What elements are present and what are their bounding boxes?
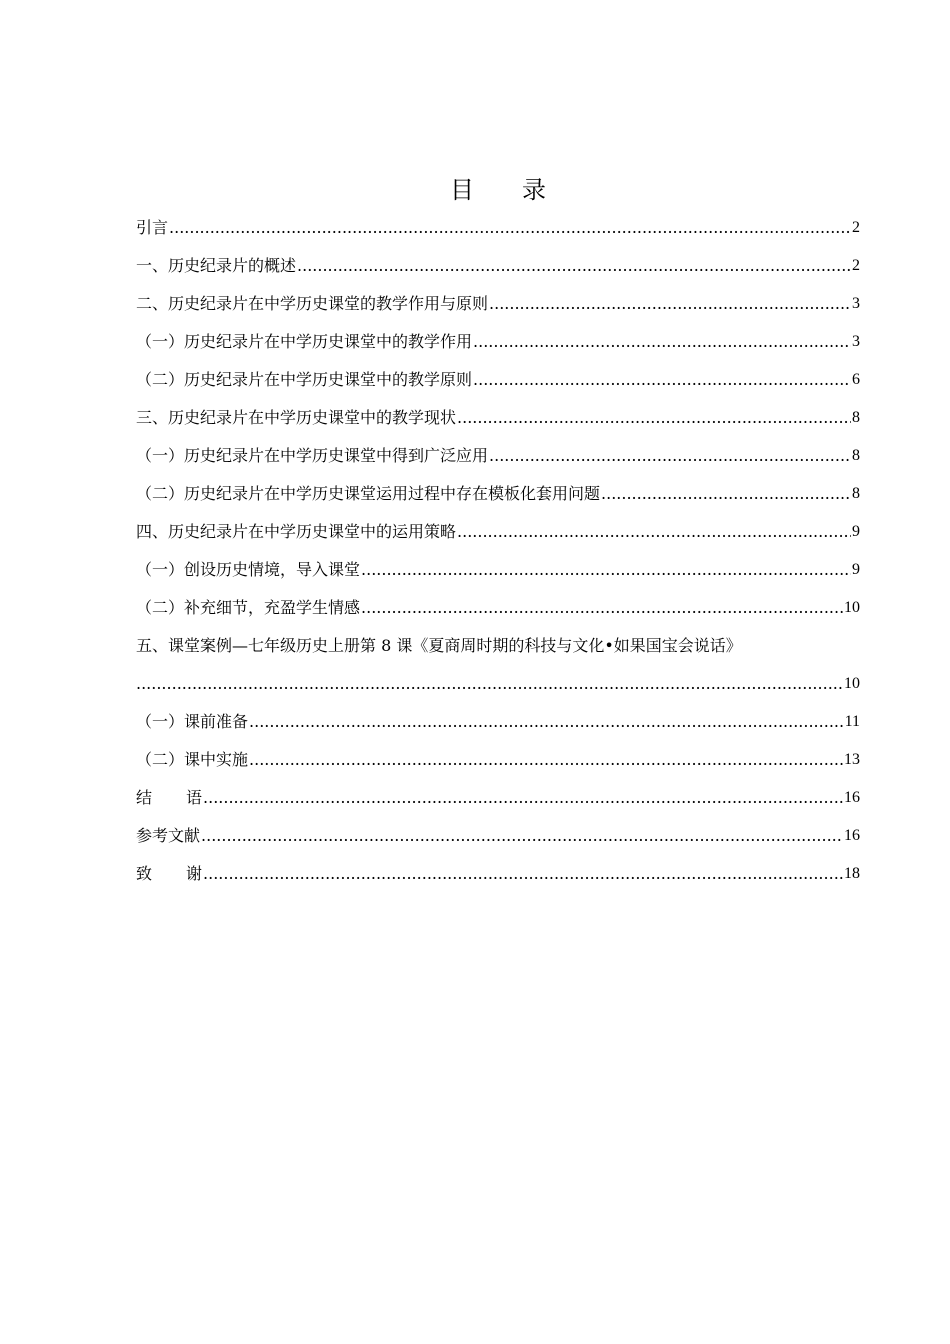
- toc-entry-label: （二）历史纪录片在中学历史课堂中的教学原则: [136, 370, 473, 389]
- toc-entry-continuation[interactable]: [136, 665, 860, 703]
- toc-entry[interactable]: [136, 209, 860, 247]
- toc-entry-page: 10: [844, 599, 860, 616]
- toc-entry-label: [136, 779, 202, 817]
- toc-entry-page: 2: [852, 219, 860, 236]
- toc-entry-page: 16: [844, 827, 860, 844]
- toc-entry-page: 9: [852, 561, 860, 578]
- toc-entry-label: （一）创设历史情境，导入课堂: [136, 560, 361, 579]
- toc-entry-page: 8: [852, 447, 860, 464]
- toc-entry[interactable]: [136, 741, 860, 779]
- leader-dots: [489, 437, 851, 475]
- toc-entry-page: 13: [844, 751, 860, 768]
- toc-entry-page: 8: [852, 409, 860, 426]
- leader-dots: [473, 361, 851, 399]
- toc-entry[interactable]: [136, 551, 860, 589]
- toc-entry[interactable]: [136, 285, 860, 323]
- leader-dots: [473, 323, 851, 361]
- leader-dots: [203, 855, 843, 893]
- toc-entry-page: 18: [844, 865, 860, 882]
- toc-entry-label-part: 谢: [186, 864, 203, 883]
- toc-entry-label: [136, 855, 202, 893]
- toc-entry-label-part: 语: [186, 788, 203, 807]
- toc-entry[interactable]: [136, 589, 860, 627]
- toc-entry[interactable]: [136, 513, 860, 551]
- toc-entry-page: 3: [852, 333, 860, 350]
- toc-entry[interactable]: [136, 323, 860, 361]
- toc-entry-label: 参考文献: [136, 826, 201, 845]
- toc-entry-page: 10: [844, 675, 860, 692]
- leader-dots: [201, 817, 843, 855]
- toc-entry-label: 一、历史纪录片的概述: [136, 256, 297, 275]
- leader-dots: [457, 399, 851, 437]
- toc-entry-label: （二）历史纪录片在中学历史课堂运用过程中存在模板化套用问题: [136, 484, 601, 503]
- toc-entry-page: 2: [852, 257, 860, 274]
- leader-dots: [601, 475, 851, 513]
- leader-dots: [136, 665, 843, 703]
- toc-entry-label: （一）历史纪录片在中学历史课堂中的教学作用: [136, 332, 473, 351]
- toc-entry-label: （一）历史纪录片在中学历史课堂中得到广泛应用: [136, 446, 489, 465]
- toc-entry-label: 二、历史纪录片在中学历史课堂的教学作用与原则: [136, 294, 489, 313]
- leader-dots: [249, 741, 843, 779]
- leader-dots: [361, 551, 851, 589]
- toc-entry[interactable]: [136, 437, 860, 475]
- leader-dots: [169, 209, 851, 247]
- toc-entry-page: 9: [852, 523, 860, 540]
- leader-dots: [489, 285, 851, 323]
- toc-entry-label: 引言: [136, 218, 169, 237]
- toc-entry[interactable]: [136, 703, 860, 741]
- toc-entry[interactable]: [136, 855, 860, 893]
- leader-dots: [457, 513, 851, 551]
- toc-entry[interactable]: [136, 817, 860, 855]
- toc-entry-label: 三、历史纪录片在中学历史课堂中的教学现状: [136, 408, 457, 427]
- toc-entry[interactable]: [136, 475, 860, 513]
- toc-entry[interactable]: [136, 361, 860, 399]
- toc-entry[interactable]: [136, 779, 860, 817]
- toc-entry-page: 11: [844, 713, 860, 730]
- toc-entry-label: 四、历史纪录片在中学历史课堂中的运用策略: [136, 522, 457, 541]
- toc-entry-label: （二）课中实施: [136, 750, 249, 769]
- leader-dots: [203, 779, 843, 817]
- leader-dots: [361, 589, 843, 627]
- toc-title-char-2: 录: [522, 176, 546, 204]
- toc-entry-wrapped[interactable]: [136, 627, 860, 665]
- toc-entry-label: （一）课前准备: [136, 712, 249, 731]
- toc-title-char-1: 目: [450, 176, 474, 204]
- leader-dots: [297, 247, 851, 285]
- toc-entry[interactable]: [136, 399, 860, 437]
- toc-entry-label: （二）补充细节，充盈学生情感: [136, 598, 361, 617]
- toc-entry-label-part: 结: [136, 788, 153, 807]
- leader-dots: [249, 703, 844, 741]
- table-of-contents: [136, 209, 860, 893]
- toc-entry[interactable]: [136, 247, 860, 285]
- toc-entry-label-part: 致: [136, 864, 153, 883]
- toc-entry-label: 五、课堂案例—七年级历史上册第 8 课《夏商周时期的科技与文化•如果国宝会说话》: [136, 636, 742, 655]
- toc-title: [0, 172, 950, 208]
- toc-entry-page: 3: [852, 295, 860, 312]
- toc-entry-page: 16: [844, 789, 860, 806]
- toc-entry-page: 8: [852, 485, 860, 502]
- toc-entry-page: 6: [852, 371, 860, 388]
